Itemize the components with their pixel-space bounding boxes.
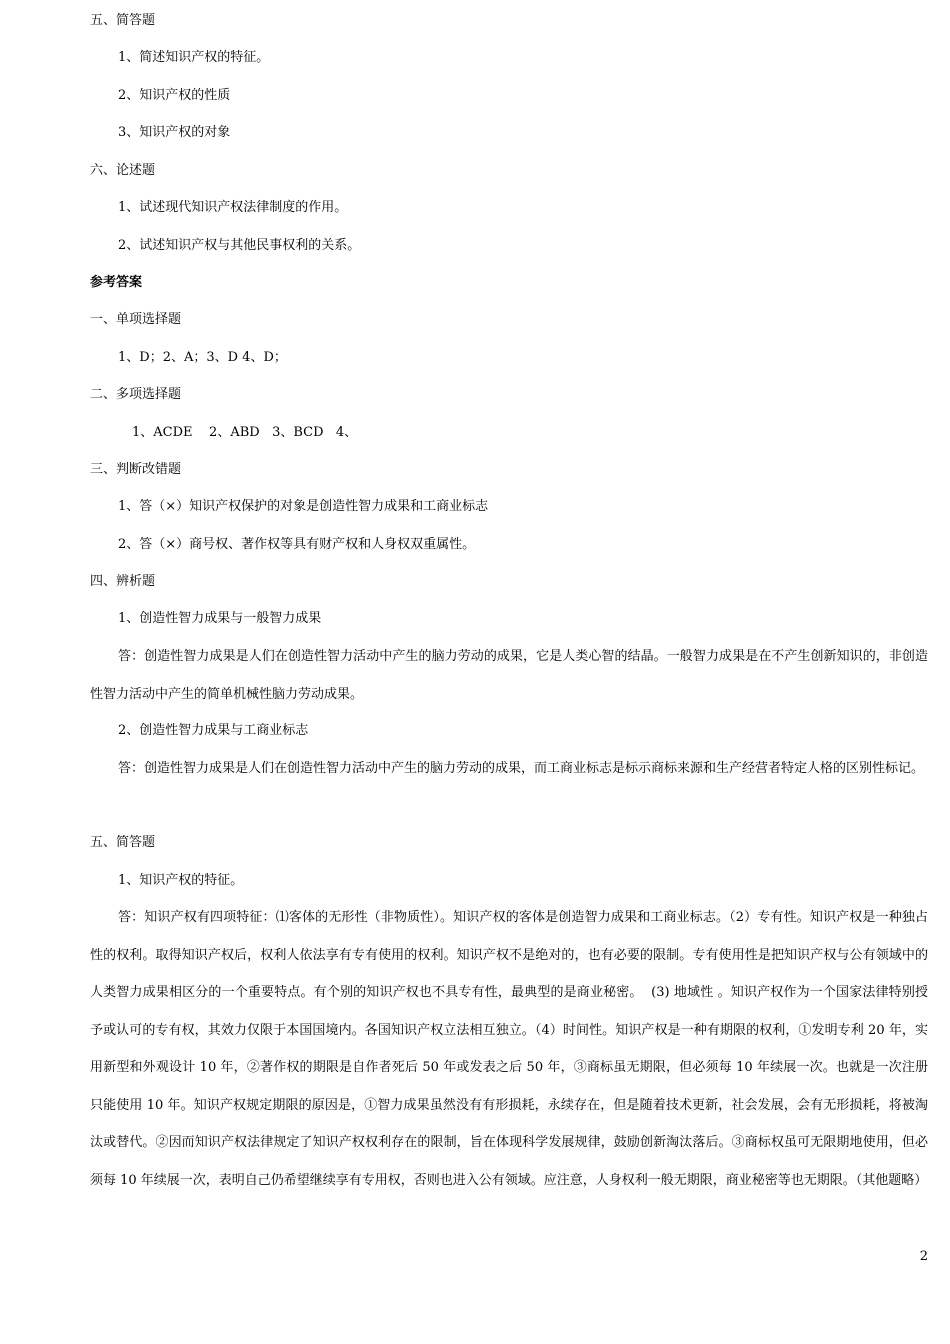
section-heading-short-answer: 五、简答题	[90, 13, 156, 28]
analysis-item-title: 1、创造性智力成果与一般智力成果	[118, 611, 322, 626]
short-answer-item-title: 1、知识产权的特征。	[118, 873, 244, 888]
section-heading-single-choice: 一、单项选择题	[90, 312, 182, 327]
question-item: 2、试述知识产权与其他民事权利的关系。	[118, 238, 361, 253]
question-item: 3、知识产权的对象	[118, 125, 231, 140]
reference-answers-heading: 参考答案	[90, 275, 143, 290]
true-false-answer: 2、答（×）商号权、著作权等具有财产权和人身权双重属性。	[118, 537, 476, 552]
question-item: 1、试述现代知识产权法律制度的作用。	[118, 200, 348, 215]
short-answer-item-answer: 答：知识产权有四项特征：⑴客体的无形性（非物质性）。知识产权的客体是创造智力成果和工商业标志。（2）专有性。知识产权是一种独占性的权利。取得知识产权后，权利人依法享有专有使用的权利。知识产权不是绝对的，也有必要的限制。专有使用性是把知识产权与公有领域中的人类智力成果相区分的一个重要特点。有个别的知识产权也不具专有性，最典型的是商业秘密。 (3) 地域性 。知识产权作为一个国家法律特别授予或认可的专有权，其效力仅限于本国国境内。各国知识产权立法相互独立。（4）时间性。知识产权是一种有期限的权利，①发明专利 20 年，实用新型和外观设计 10 年，②著作权的期限是自作者死后 50 年或发表之后 50 年，③商标虽无期限，但必须每 10 年续展一次。也就是一次注册只能使用 10 年。知识产权规定期限的原因是，①智力成果虽然没有有形损耗，永续存在，但是随着技术更新，社会发展，会有无形损耗，将被淘汰或替代。②因而知识产权法律规定了知识产权权利存在的限制，旨在体现科学发展规律，鼓励创新淘汰落后。③商标权虽可无限期地使用，但必须每 10 年续展一次，表明自己仍希望继续享有专用权，否则也进入公有领域。应注意，人身权利一般无期限，商业秘密等也无期限。（其他题略）	[90, 910, 928, 1188]
analysis-item-answer: 答：创造性智力成果是人们在创造性智力活动中产生的脑力劳动的成果，它是人类心智的结晶。一般智力成果是在不产生创新知识的，非创造性智力活动中产生的简单机械性脑力劳动成果。	[90, 649, 928, 702]
true-false-answer: 1、答（×）知识产权保护的对象是创造性智力成果和工商业标志	[118, 499, 489, 514]
page-number: 2	[919, 1249, 928, 1264]
section-heading-short-answer-answers: 五、简答题	[90, 835, 156, 850]
analysis-item-answer: 答：创造性智力成果是人们在创造性智力活动中产生的脑力劳动的成果，而工商业标志是标示商标来源和生产经营者特定人格的区别性标记。	[118, 761, 925, 776]
section-heading-multiple-choice: 二、多项选择题	[90, 387, 182, 402]
analysis-item-title: 2、创造性智力成果与工商业标志	[118, 723, 309, 738]
single-choice-answers: 1、D；2、A；3、D 4、D；	[118, 350, 287, 365]
multiple-choice-answers: 1、ACDE 2、ABD 3、BCD 4、	[132, 425, 358, 440]
question-item: 1、简述知识产权的特征。	[118, 50, 270, 65]
section-heading-essay: 六、论述题	[90, 163, 156, 178]
section-heading-analysis: 四、辨析题	[90, 574, 156, 589]
section-heading-true-false: 三、判断改错题	[90, 462, 182, 477]
question-item: 2、知识产权的性质	[118, 88, 231, 103]
